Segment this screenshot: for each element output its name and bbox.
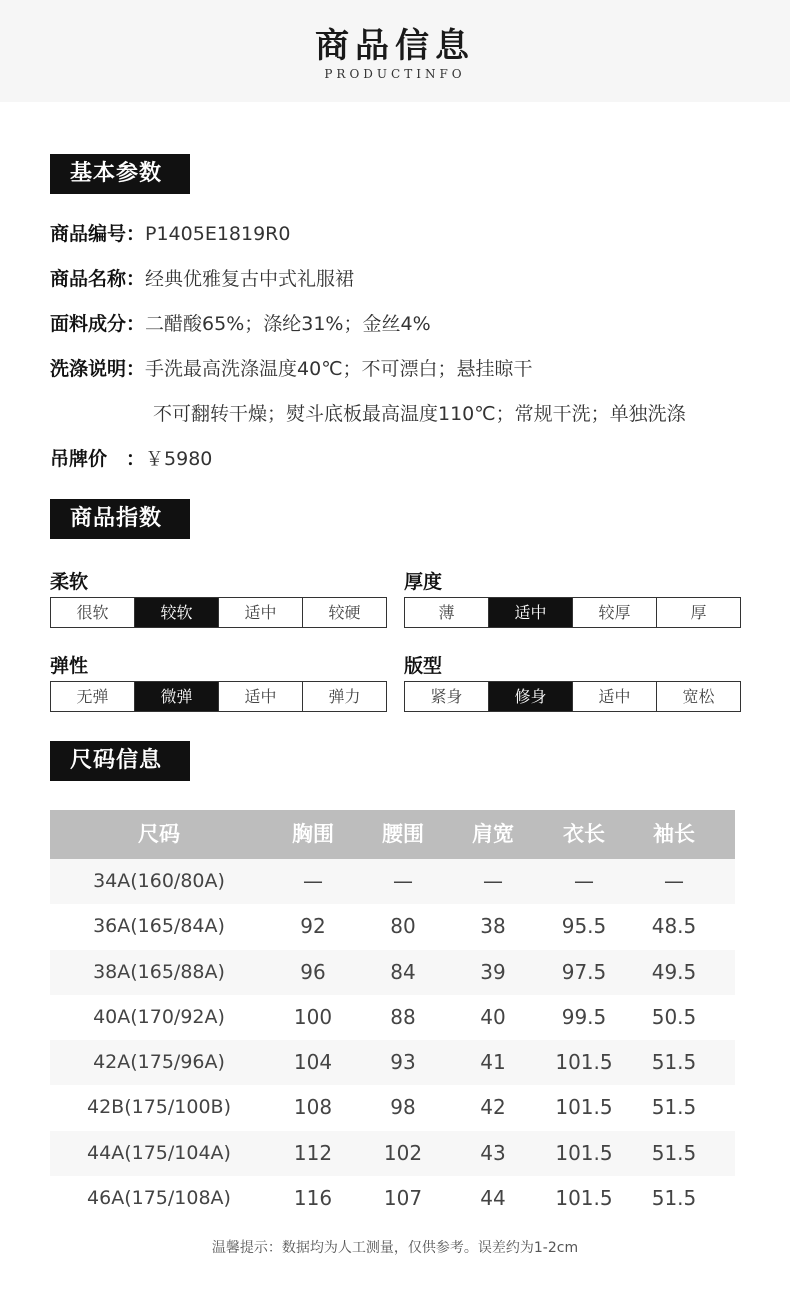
table-cell: 116 <box>293 1186 333 1211</box>
index-title-softness: 柔软 <box>50 571 89 593</box>
table-cell: — <box>574 869 594 893</box>
table-cell: 108 <box>293 1095 333 1120</box>
table-cell: 42B(175/100B) <box>86 1096 231 1119</box>
table-cell: 51.5 <box>651 1095 697 1120</box>
table-cell: 88 <box>390 1004 416 1029</box>
index-option: 较硬 <box>328 603 361 622</box>
index-option: 适中 <box>573 682 657 711</box>
param-value: 手洗最高洗涤温度40℃；不可漂白；悬挂晾干 <box>145 358 533 380</box>
size-table-body <box>50 859 735 1221</box>
table-cell: 51.5 <box>651 1140 697 1165</box>
table-cell: 34A(160/80A) <box>93 870 225 892</box>
index-option: 无弹 <box>51 682 135 711</box>
table-cell: 48.5 <box>651 914 697 939</box>
param-label: 面料成分： <box>50 313 146 335</box>
param-row-price <box>50 446 212 472</box>
param-row-name <box>50 266 354 292</box>
section-heading-index: 商品指数 <box>50 499 190 539</box>
table-cell: 84 <box>390 959 416 984</box>
size-table-header <box>50 810 735 859</box>
index-option: 紧身 <box>405 682 489 711</box>
index-title-fit: 版型 <box>404 655 443 677</box>
table-cell: 39 <box>480 959 506 984</box>
table-cell: 46A(175/108A) <box>87 1187 231 1210</box>
column-header: 袖长 <box>653 822 695 846</box>
index-scale-thickness <box>404 597 741 628</box>
table-cell: 92 <box>300 914 326 939</box>
table-row <box>50 859 735 904</box>
param-label: 商品名称： <box>50 268 146 290</box>
index-scale-fit <box>404 681 741 712</box>
param-value: 二醋酸65%；涤纶31%；金丝4% <box>145 313 431 335</box>
table-cell: 101.5 <box>555 1140 613 1165</box>
table-cell: 38A(165/88A) <box>93 960 225 983</box>
table-cell: 49.5 <box>651 959 697 984</box>
index-option: 适中 <box>219 682 303 711</box>
column-header: 衣长 <box>563 822 605 846</box>
section-heading-size: 尺码信息 <box>50 741 190 781</box>
table-cell: 101.5 <box>555 1050 613 1075</box>
index-option: 修身 <box>489 682 573 711</box>
param-label: 商品编号： <box>50 223 146 245</box>
table-cell: 44A(175/104A) <box>87 1141 231 1164</box>
table-cell: 97.5 <box>561 959 607 984</box>
table-cell: 42 <box>480 1095 506 1120</box>
param-value: 不可翻转干燥；熨斗底板最高温度110℃；常规干洗；单独洗涤 <box>153 403 686 425</box>
index-scale-elasticity <box>50 681 387 712</box>
table-cell: 43 <box>480 1140 506 1165</box>
table-cell: 40A(170/92A) <box>93 1005 225 1028</box>
param-row-wash-continued <box>153 401 686 427</box>
column-header: 肩宽 <box>472 822 514 846</box>
table-cell: 107 <box>383 1186 423 1211</box>
index-option: 弹力 <box>328 687 361 706</box>
table-row <box>50 995 735 1040</box>
table-cell: 42A(175/96A) <box>93 1051 225 1074</box>
table-cell: 80 <box>390 914 416 939</box>
table-cell: 36A(165/84A) <box>93 915 225 938</box>
table-row <box>50 1176 735 1221</box>
table-cell: 112 <box>293 1140 333 1165</box>
index-title-elasticity: 弹性 <box>50 655 89 677</box>
page-subtitle: PRODUCTINFO <box>324 67 466 81</box>
index-option: 较厚 <box>573 598 657 627</box>
table-cell: 101.5 <box>555 1095 613 1120</box>
table-cell: 41 <box>480 1050 506 1075</box>
table-cell: 98 <box>390 1095 416 1120</box>
column-header: 尺码 <box>138 822 180 846</box>
index-option: 厚 <box>690 603 707 622</box>
index-option: 很软 <box>51 598 135 627</box>
table-row <box>50 1085 735 1130</box>
table-cell: 93 <box>390 1050 416 1075</box>
index-option: 薄 <box>405 598 489 627</box>
index-option: 较软 <box>135 598 219 627</box>
param-value: ￥5980 <box>145 448 213 470</box>
table-row <box>50 1131 735 1176</box>
table-cell: — <box>393 869 413 893</box>
table-cell: 102 <box>383 1140 423 1165</box>
table-row <box>50 1040 735 1085</box>
table-cell: 95.5 <box>561 914 607 939</box>
param-value: P1405E1819R0 <box>145 223 291 245</box>
size-table <box>50 810 735 1221</box>
table-cell: — <box>303 869 323 893</box>
table-cell: 100 <box>293 1004 333 1029</box>
index-option: 微弹 <box>135 682 219 711</box>
index-option: 宽松 <box>682 687 715 706</box>
index-scale-softness <box>50 597 387 628</box>
index-title-thickness: 厚度 <box>404 571 443 593</box>
table-cell: 96 <box>300 959 326 984</box>
param-row-fabric <box>50 311 431 337</box>
param-value: 经典优雅复古中式礼服裙 <box>145 268 355 290</box>
table-cell: 50.5 <box>651 1004 697 1029</box>
section-heading-basic: 基本参数 <box>50 154 190 194</box>
column-header: 腰围 <box>382 822 424 846</box>
table-cell: — <box>483 869 503 893</box>
table-cell: 99.5 <box>561 1004 607 1029</box>
param-label: 洗涤说明： <box>50 358 146 380</box>
param-label: 吊牌价 ： <box>50 448 146 470</box>
table-cell: 101.5 <box>555 1186 613 1211</box>
page-header <box>0 0 790 102</box>
page-title: 商品信息 <box>315 26 475 66</box>
table-cell: 51.5 <box>651 1050 697 1075</box>
table-row <box>50 904 735 949</box>
param-row-code <box>50 221 290 247</box>
table-cell: 104 <box>293 1050 333 1075</box>
table-cell: — <box>664 869 684 893</box>
table-row <box>50 950 735 995</box>
measurement-tip: 温馨提示：数据均为人工测量，仅供参考。误差约为1-2cm <box>211 1240 579 1256</box>
table-cell: 38 <box>480 914 506 939</box>
param-row-wash <box>50 356 533 382</box>
column-header: 胸围 <box>292 822 334 846</box>
table-cell: 51.5 <box>651 1186 697 1211</box>
table-cell: 44 <box>480 1186 506 1211</box>
table-cell: 40 <box>480 1004 506 1029</box>
index-option: 适中 <box>219 598 303 627</box>
index-option: 适中 <box>489 598 573 627</box>
